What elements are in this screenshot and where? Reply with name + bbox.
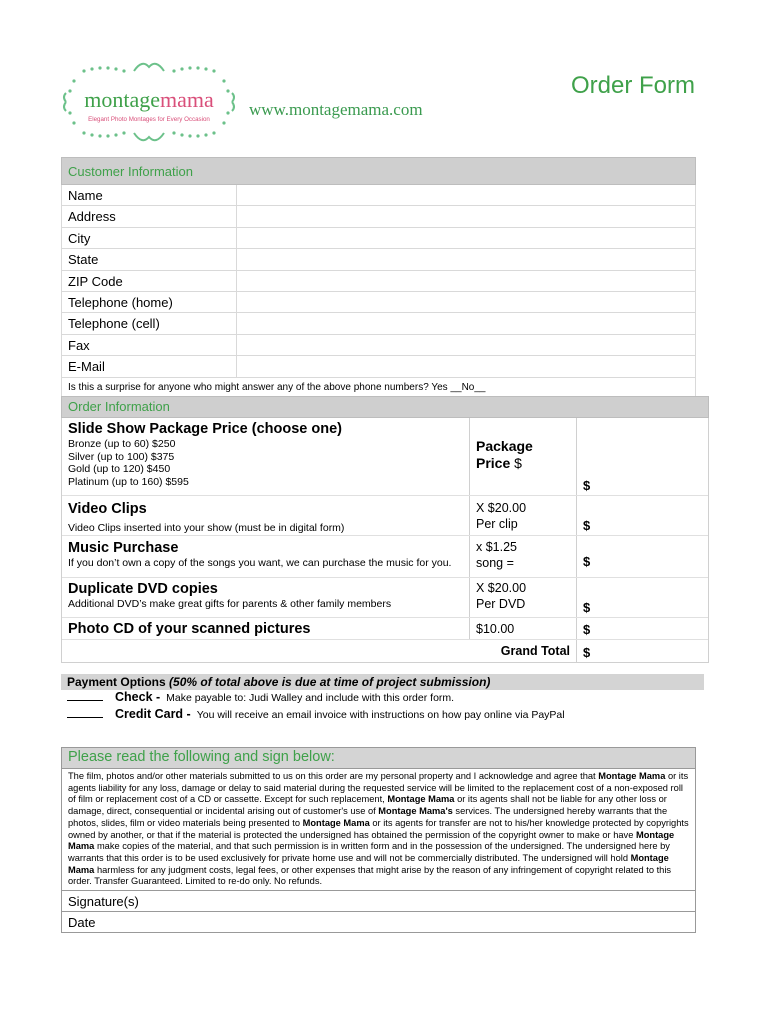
field-zip-row: [62, 271, 695, 292]
field-name-row: [62, 185, 695, 206]
video-total[interactable]: $: [583, 518, 591, 533]
field-label: ZIP Code: [62, 271, 237, 291]
field-fax-row: [62, 335, 695, 356]
music-price: x $1.25: [476, 540, 518, 554]
field-phone-home-row: [62, 292, 695, 313]
state-field[interactable]: [237, 249, 695, 269]
check-blank[interactable]: [67, 700, 103, 701]
date-field[interactable]: Date: [62, 911, 695, 932]
package-price-label: Package: [476, 438, 533, 454]
card-label: Credit Card -: [115, 707, 191, 721]
phone-home-field[interactable]: [237, 292, 695, 312]
terms-body: The film, photos and/or other materials submitted to us on this order are my personal property and I acknowledge and agree that Montage Mama or its agents liability for any loss, damage or delay to said material during the requested service will be limited to the replacement cost of a non-exposed roll of film or replacement cost of a CD or cassette. Except for such replacement, Montage Mama or its agents shall not be liable for any other loss or damage, direct, consequential or incidental arising out of customer's use of Montage Mama's services. The undersigned hereby warrants that the photos, slides, film or video materials being presented to Montage Mama or its agents for transfer are not to his/her knowledge protected by copyrights owned by another, or that if the material is protected the undersigned has obtained the permission of the copyright owner to make or have Montage Mama make copies of the material, and that such permission is in written form and in the possession of the undersigned. The undersigned here by warrants that this order is to be used exclusively for private home use and will not be commercially distributed. The undersigned will hold Montage Mama harmless for any judgment costs, legal fees, or other expenses that might arise by the reason of any infringement of copyright related to this order. Transfer Guaranteed. Limited to re-do only. No refunds.: [68, 771, 689, 887]
name-field[interactable]: [237, 185, 695, 205]
video-title: Video Clips: [68, 501, 147, 517]
fax-field[interactable]: [237, 335, 695, 355]
card-desc: You will receive an email invoice with instructions on how pay online via PayPal: [196, 709, 565, 721]
field-label: Fax: [62, 335, 237, 355]
check-label: Check -: [115, 690, 161, 704]
field-phone-cell-row: [62, 313, 695, 334]
music-title: Music Purchase: [68, 540, 179, 556]
cd-total[interactable]: $: [583, 622, 591, 637]
package-title: Slide Show Package Price (choose one): [68, 421, 342, 437]
field-city-row: [62, 228, 695, 249]
order-info-heading: Order Information: [61, 396, 709, 418]
field-email-row: [62, 356, 695, 377]
email-field[interactable]: [237, 356, 695, 376]
package-price-currency: $: [514, 455, 522, 471]
grand-total-row: [62, 640, 708, 662]
field-label: City: [62, 228, 237, 248]
logo-wordmark: montagemama: [84, 87, 214, 112]
montagemama-logo: [62, 57, 238, 145]
payment-heading-label: Payment Options: [67, 675, 166, 689]
cd-price: $10.00: [470, 618, 577, 639]
terms-heading: Please read the following and sign below:: [62, 748, 695, 769]
package-option[interactable]: Gold (up to 120) $450: [68, 463, 171, 475]
video-price: X $20.00: [476, 501, 527, 515]
package-option[interactable]: Platinum (up to 160) $595: [68, 475, 189, 488]
dvd-desc: Additional DVD’s make great gifts for parents & other family members: [68, 598, 392, 610]
package-total[interactable]: $: [583, 478, 591, 493]
terms-section: [61, 747, 696, 933]
logo-frame-icon: [62, 57, 238, 145]
page-title: Order Form: [571, 72, 696, 99]
dvd-row: [62, 578, 708, 618]
payment-options-heading: [61, 674, 704, 690]
dvd-price: X $20.00: [476, 581, 527, 595]
dvd-total[interactable]: $: [583, 600, 591, 615]
package-option[interactable]: Silver (up to 100) $375: [68, 450, 175, 463]
video-desc: Video Clips inserted into your show (must be in digital form): [68, 522, 345, 534]
customer-info-section: [61, 157, 696, 398]
package-option[interactable]: Bronze (up to 60) $250: [68, 438, 176, 450]
order-info-section: [61, 396, 709, 663]
logo-tagline: Elegant Photo Montages for Every Occasion: [88, 116, 210, 123]
field-state-row: [62, 249, 695, 270]
field-label: E-Mail: [62, 356, 237, 376]
music-total[interactable]: $: [583, 554, 591, 569]
phone-cell-field[interactable]: [237, 313, 695, 333]
package-price-label: Price: [476, 455, 511, 471]
field-label: Telephone (cell): [62, 313, 237, 333]
surprise-question[interactable]: Is this a surprise for anyone who might answer any of the above phone numbers? Yes __No__: [62, 378, 695, 398]
field-label: State: [62, 249, 237, 269]
check-desc: Make payable to: Judi Walley and include with this order form.: [166, 692, 455, 704]
field-label: Telephone (home): [62, 292, 237, 312]
customer-info-heading: Customer Information: [61, 157, 696, 185]
cd-row: [62, 618, 708, 640]
zip-field[interactable]: [237, 271, 695, 291]
music-desc: If you don’t own a copy of the songs you want, we can purchase the music for you.: [68, 557, 452, 569]
grand-total-label: Grand Total: [470, 640, 577, 662]
city-field[interactable]: [237, 228, 695, 248]
field-label: Address: [62, 206, 237, 226]
signature-field[interactable]: Signature(s): [62, 890, 695, 911]
payment-option-check[interactable]: [67, 690, 454, 704]
music-row: [62, 536, 708, 578]
dvd-title: Duplicate DVD copies: [68, 581, 218, 597]
music-unit: song =: [476, 556, 514, 570]
cd-title: Photo CD of your scanned pictures: [68, 621, 311, 637]
dvd-unit: Per DVD: [476, 597, 526, 611]
payment-option-card[interactable]: [67, 707, 565, 721]
address-field[interactable]: [237, 206, 695, 226]
site-url[interactable]: www.montagemama.com: [249, 100, 423, 119]
card-blank[interactable]: [67, 717, 103, 718]
video-unit: Per clip: [476, 517, 518, 531]
video-row: [62, 496, 708, 536]
package-row: [62, 418, 708, 496]
field-address-row: [62, 206, 695, 227]
payment-heading-note: (50% of total above is due at time of project submission): [169, 675, 491, 689]
field-label: Name: [62, 185, 237, 205]
grand-total-value[interactable]: $: [583, 645, 591, 660]
